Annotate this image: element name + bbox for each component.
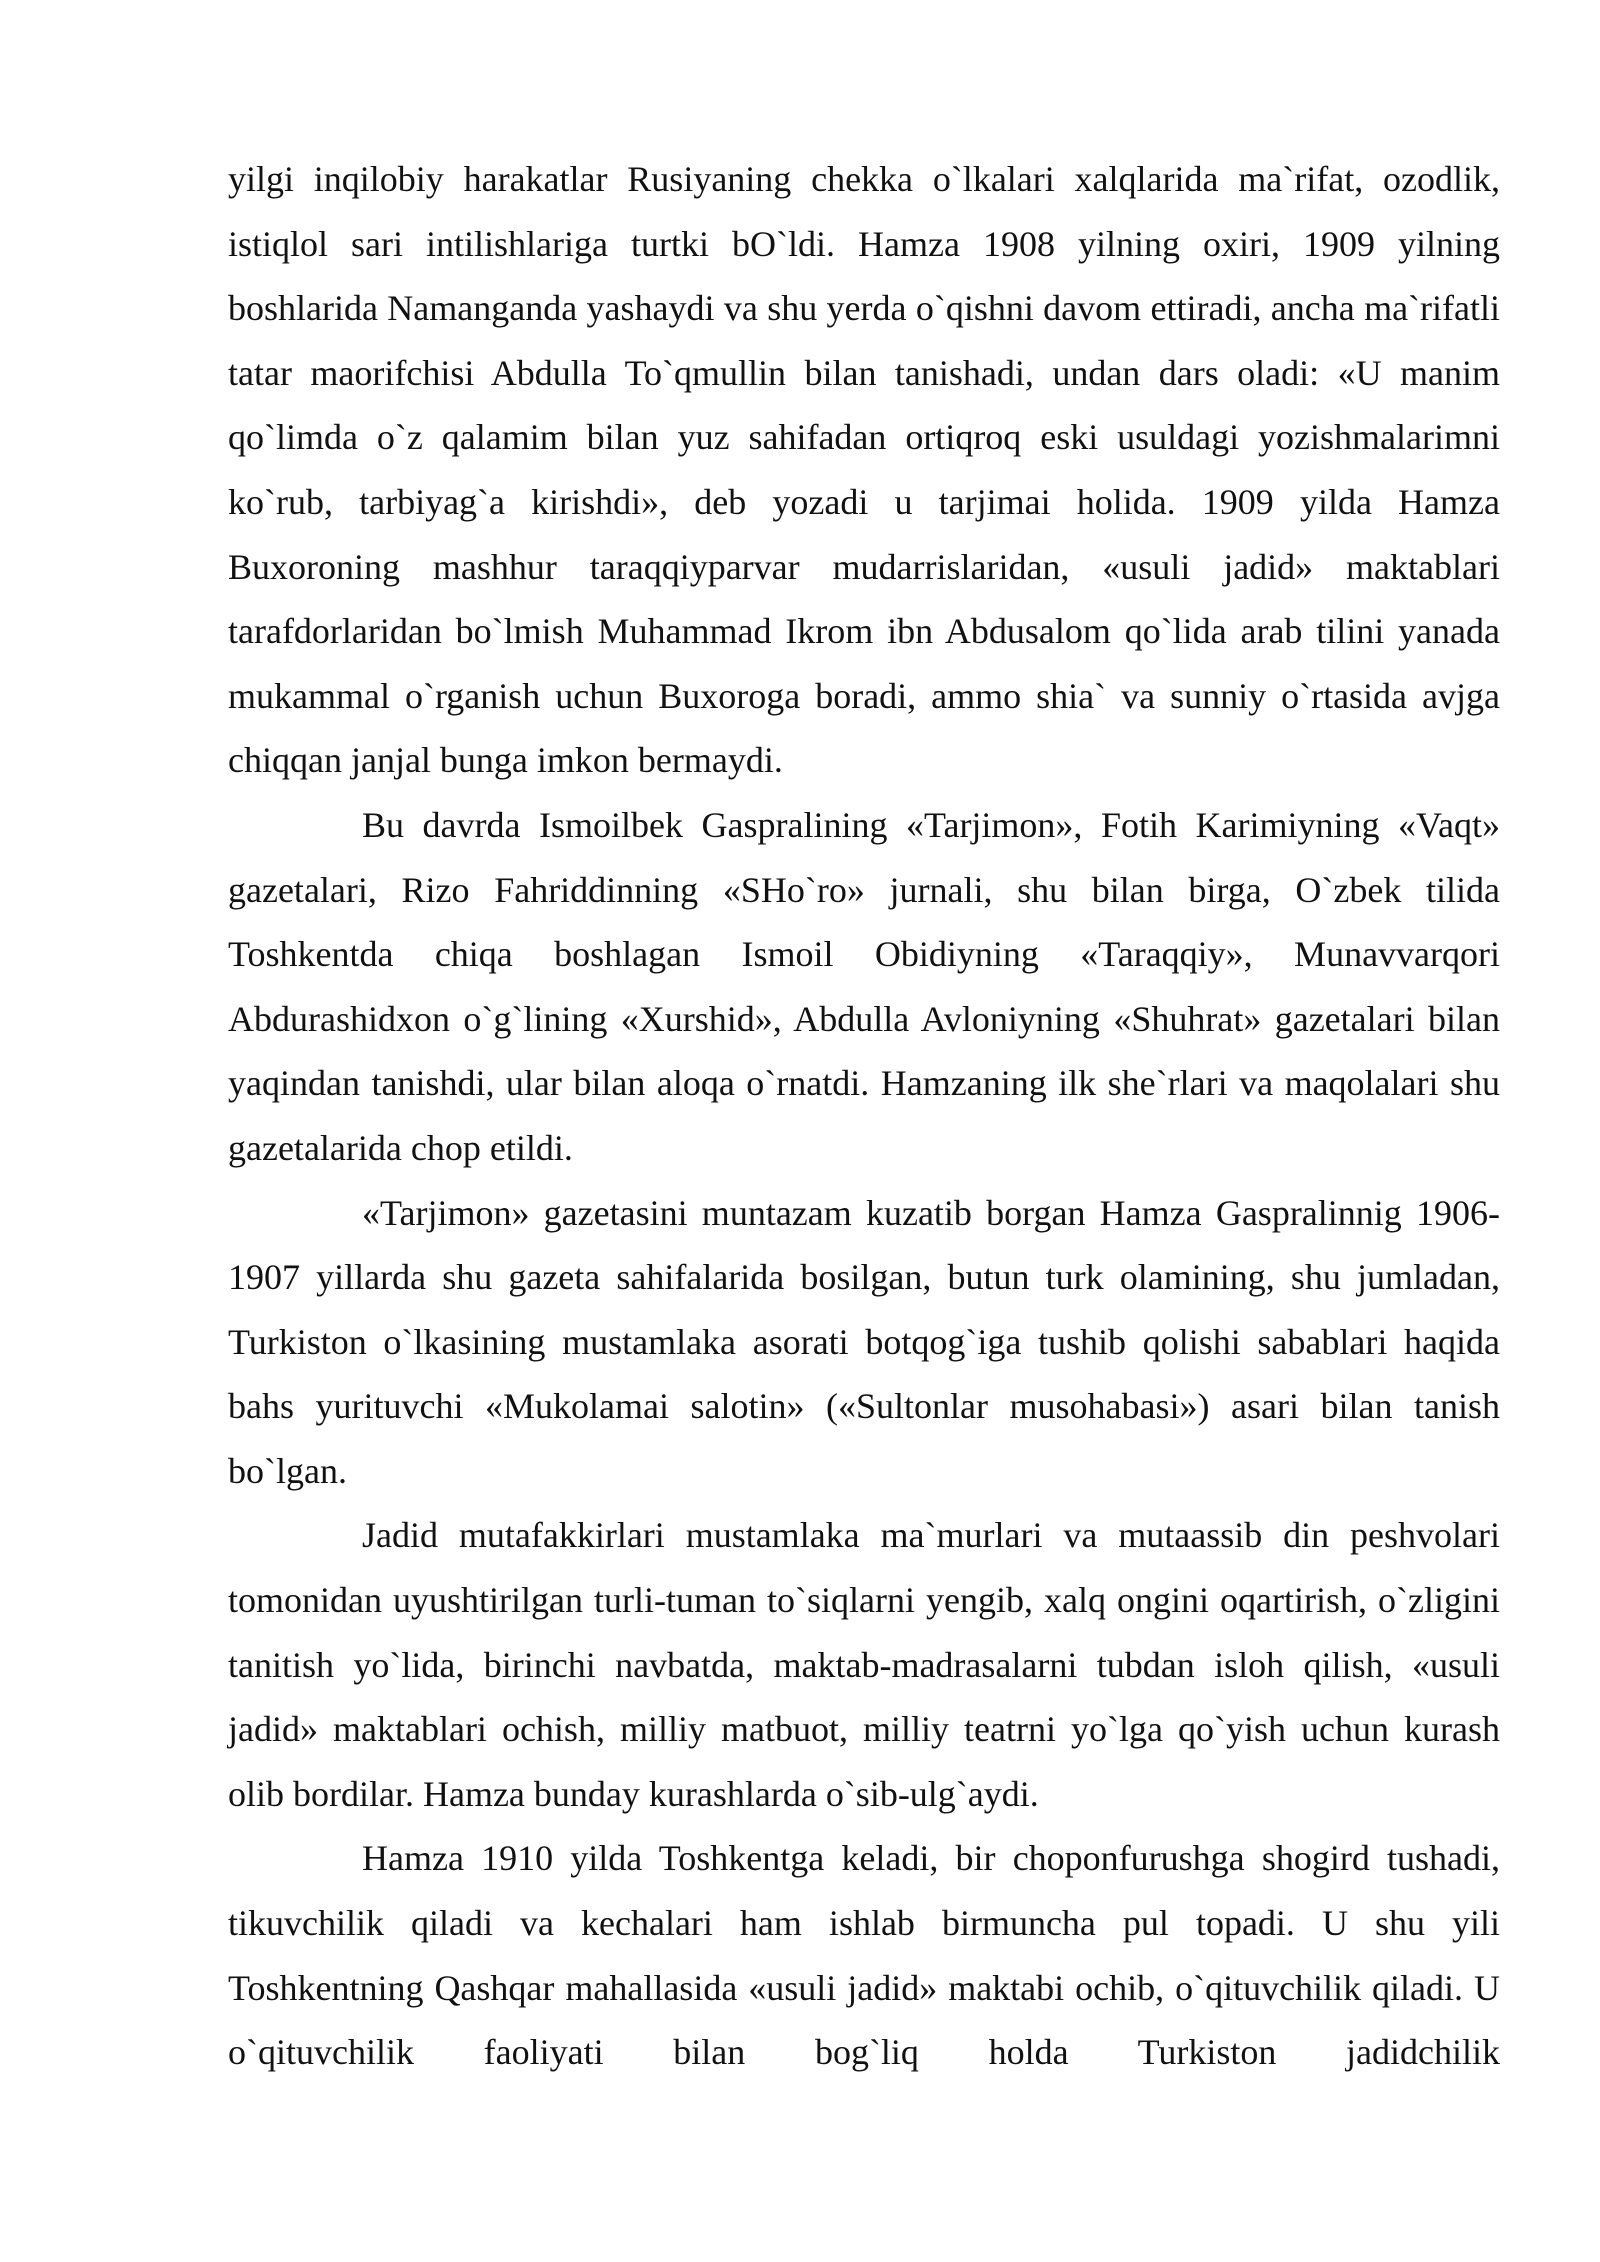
document-page (228, 147, 1500, 2085)
paragraph-1: yilgi inqilobiy harakatlar Rusiyaning chekka o`lkalari xalqlarida ma`rifat, ozodlik, istiqlol sari intilishlariga turtki bO`ldi. Hamza 1908 yilning oxiri, 1909 yilning boshlarida Namanganda yashaydi va shu yerda o`qishni davom ettiradi, ancha ma`rifatli tatar maorifchisi Abdulla To`qmullin bilan tanishadi, undan dars oladi: «U manim qo`limda o`z qalamim bilan yuz sahifadan ortiqroq eski usuldagi yozishmalarimni ko`rub, tarbiyag`a kirishdi», deb yozadi u tarjimai holida. 1909 yilda Hamza Buxoroning mashhur taraqqiyparvar mudarrislaridan, «usuli jadid» maktablari tarafdorlaridan bo`lmish Muhammad Ikrom ibn Abdusalom qo`lida arab tilini yanada mukammal o`rganish uchun Buxoroga boradi, ammo shia` va sunniy o`rtasida avjga chiqqan janjal bunga imkon bermaydi. (228, 159, 1500, 781)
paragraph-2: Bu davrda Ismoilbek Gaspralining «Tarjimon», Fotih Karimiyning «Vaqt» gazetalari, Rizo Fahriddinning «SHo`ro» jurnali, shu bilan birga, O`zbek tilida Toshkentda chiqa boshlagan Ismoil Obidiyning «Taraqqiy», Munavvarqori Abdurashidxon o`g`lining «Xurshid», Abdulla Avloniyning «Shuhrat» gazetalari bilan yaqindan tanishdi, ular bilan aloqa o`rnatdi. Hamzaning ilk she`rlari va maqolalari shu gazetalarida chop etildi. (228, 804, 1500, 1168)
paragraph-3: «Tarjimon» gazetasini muntazam kuzatib borgan Hamza Gaspralinnig 1906-1907 yillarda shu gazeta sahifalarida bosilgan, butun turk olamining, shu jumladan, Turkiston o`lkasining mustamlaka asorati botqog`iga tushib qolishi sabablari haqida bahs yurituvchi «Mukolamai salotin» («Sultonlar musohabasi») asari bilan tanish bo`lgan. (228, 1192, 1500, 1491)
paragraph-4: Jadid mutafakkirlari mustamlaka ma`murlari va mutaassib din peshvolari tomonidan uyushtirilgan turli-tuman to`siqlarni yengib, xalq ongini oqartirish, o`zligini tanitish yo`lida, birinchi navbatda, maktab-madrasalarni tubdan isloh qilish, «usuli jadid» maktablari ochish, milliy matbuot, milliy teatrni yo`lga qo`yish uchun kurash olib bordilar. Hamza bunday kurashlarda o`sib-ulg`aydi. (228, 1515, 1500, 1814)
paragraph-5: Hamza 1910 yilda Toshkentga keladi, bir choponfurushga shogird tushadi, tikuvchilik qiladi va kechalari ham ishlab birmuncha pul topadi. U shu yili Toshkentning Qashqar mahallasida «usuli jadid» maktabi ochib, o`qituvchilik qiladi. U o`qituvchilik faoliyati bilan bog`liq holda Turkiston jadidchilik (228, 1838, 1500, 2073)
